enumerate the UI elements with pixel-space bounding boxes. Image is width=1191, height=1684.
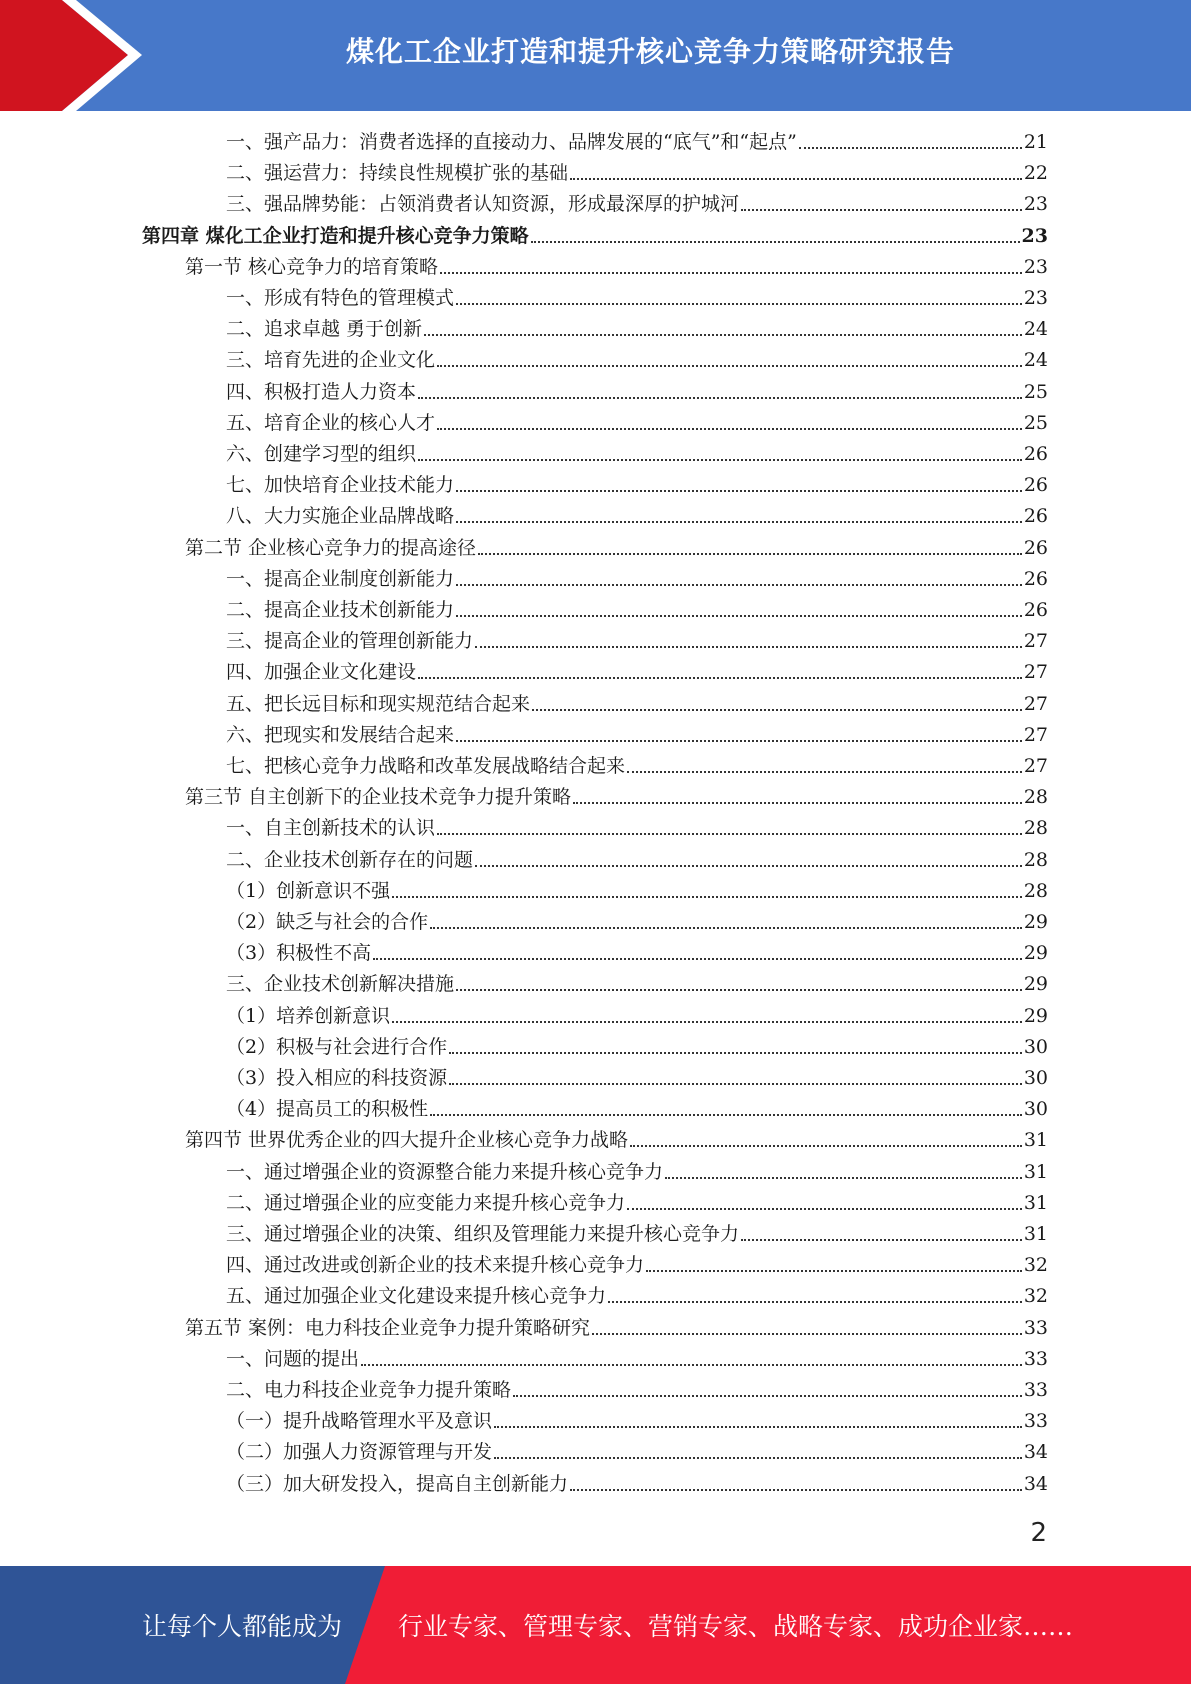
toc-entry-title: （二）加强人力资源管理与开发 [226, 1441, 493, 1464]
toc-entry-page: 28 [1023, 879, 1048, 902]
toc-entry-page: 25 [1023, 380, 1048, 403]
toc-entry-page: 33 [1023, 1379, 1048, 1401]
toc-entry-page: 24 [1023, 318, 1048, 341]
toc-entry[interactable] [226, 938, 1048, 969]
toc-entry[interactable] [226, 377, 1048, 408]
toc-leader-dots [646, 1270, 1022, 1272]
toc-entry-title: 三、通过增强企业的决策、组织及管理能力来提升核心竞争力 [226, 1223, 740, 1245]
toc-leader-dots [418, 677, 1022, 679]
toc-entry[interactable] [226, 1250, 1048, 1281]
toc-leader-dots [630, 1145, 1022, 1147]
toc-entry-page: 34 [1023, 1472, 1048, 1495]
toc-entry-page: 27 [1023, 630, 1048, 653]
toc-entry-page: 26 [1023, 505, 1048, 528]
toc-entry-page: 23 [1023, 255, 1048, 278]
toc-entry[interactable] [226, 1281, 1048, 1312]
toc-entry-title: 二、电力科技企业竞争力提升策略 [226, 1379, 512, 1401]
toc-leader-dots [665, 1177, 1022, 1179]
header-chevron-decoration [0, 0, 150, 111]
toc-entry-title: 二、提高企业技术创新能力 [226, 599, 455, 621]
toc-entry-page: 26 [1023, 599, 1048, 621]
toc-leader-dots [430, 1114, 1022, 1116]
toc-entry-page: 31 [1023, 1160, 1048, 1183]
toc-leader-dots [424, 334, 1022, 336]
toc-entry-page: 23 [1023, 193, 1048, 216]
toc-entry[interactable] [226, 720, 1048, 751]
toc-leader-dots [418, 459, 1022, 461]
toc-leader-dots [392, 896, 1022, 898]
toc-entry[interactable] [226, 969, 1048, 1000]
toc-entry[interactable] [226, 158, 1048, 189]
toc-entry-title: 二、企业技术创新存在的问题 [226, 848, 474, 871]
toc-leader-dots [741, 1239, 1022, 1241]
toc-entry[interactable] [226, 1188, 1048, 1219]
toc-entry-page: 33 [1023, 1347, 1048, 1370]
toc-entry-page: 30 [1023, 1035, 1048, 1058]
toc-leader-dots [513, 1395, 1022, 1397]
toc-leader-dots [437, 833, 1022, 835]
toc-entry-title: 三、培育先进的企业文化 [226, 349, 436, 372]
toc-entry-page: 26 [1023, 474, 1048, 497]
toc-leader-dots [592, 1333, 1022, 1335]
toc-entry-title: 三、企业技术创新解决措施 [226, 973, 455, 996]
toc-entry-title: 第四节 世界优秀企业的四大提升企业核心竞争力战略 [185, 1129, 629, 1152]
toc-entry-title: 一、问题的提出 [226, 1347, 360, 1370]
toc-entry-title: 第三节 自主创新下的企业技术竞争力提升策略 [185, 786, 572, 809]
page-header [0, 0, 1191, 111]
toc-leader-dots [392, 1021, 1022, 1023]
toc-leader-dots [570, 178, 1022, 180]
toc-leader-dots [573, 802, 1022, 804]
toc-entry-title: 二、追求卓越 勇于创新 [226, 318, 423, 341]
toc-entry[interactable] [226, 1219, 1048, 1250]
footer-slogan-right: 行业专家、管理专家、营销专家、战略专家、成功企业家…… [398, 1612, 1074, 1641]
toc-entry-title: 五、把长远目标和现实规范结合起来 [226, 692, 531, 715]
toc-leader-dots [532, 709, 1022, 711]
toc-entry[interactable] [226, 1063, 1048, 1094]
toc-entry-title: （1）创新意识不强 [226, 879, 391, 902]
toc-entry[interactable] [226, 1375, 1048, 1406]
toc-leader-dots [570, 1489, 1022, 1491]
toc-entry-title: 四、通过改进或创新企业的技术来提升核心竞争力 [226, 1254, 645, 1277]
toc-entry-title: 第一节 核心竞争力的培育策略 [185, 255, 439, 278]
toc-entry[interactable] [226, 1094, 1048, 1125]
toc-leader-dots [475, 865, 1022, 867]
toc-entry[interactable] [226, 314, 1048, 345]
toc-leader-dots [373, 958, 1022, 960]
toc-entry[interactable] [226, 1469, 1048, 1500]
toc-entry-page: 23 [1023, 287, 1048, 309]
toc-leader-dots [494, 1426, 1022, 1428]
toc-entry-title: （3）投入相应的科技资源 [226, 1067, 448, 1089]
toc-entry-page: 27 [1023, 723, 1048, 746]
toc-entry-title: 一、强产品力：消费者选择的直接动力、品牌发展的“底气”和“起点” [226, 131, 797, 153]
toc-leader-dots [627, 771, 1022, 773]
toc-entry-page: 34 [1023, 1441, 1048, 1464]
toc-entry-page: 24 [1023, 349, 1048, 372]
toc-entry-title: 第二节 企业核心竞争力的提高途径 [185, 536, 477, 559]
toc-entry-title: （三）加大研发投入，提高自主创新能力 [226, 1472, 569, 1495]
toc-entry-page: 28 [1023, 786, 1048, 809]
toc-entry[interactable] [226, 439, 1048, 470]
toc-entry-page: 26 [1023, 536, 1048, 559]
toc-entry-page: 29 [1023, 911, 1048, 933]
toc-leader-dots [456, 740, 1022, 742]
toc-entry-title: （2）积极与社会进行合作 [226, 1035, 448, 1058]
toc-leader-dots [418, 397, 1022, 399]
toc-entry[interactable] [226, 876, 1048, 907]
toc-entry-title: 六、把现实和发展结合起来 [226, 723, 455, 746]
toc-leader-dots [456, 615, 1022, 617]
toc-entry[interactable] [226, 751, 1048, 782]
toc-leader-dots [456, 490, 1022, 492]
toc-entry[interactable] [226, 470, 1048, 501]
toc-entry[interactable] [226, 689, 1048, 720]
toc-entry[interactable] [226, 564, 1048, 595]
toc-entry-title: 第五节 案例：电力科技企业竞争力提升策略研究 [185, 1316, 591, 1339]
toc-entry-title: 五、通过加强企业文化建设来提升核心竞争力 [226, 1285, 607, 1308]
toc-entry-title: 一、提高企业制度创新能力 [226, 567, 455, 590]
toc-leader-dots [608, 1301, 1022, 1303]
toc-leader-dots [494, 1457, 1022, 1459]
toc-entry-page: 27 [1023, 755, 1048, 777]
toc-leader-dots [531, 241, 1020, 243]
toc-entry[interactable] [226, 626, 1048, 657]
toc-entry-page: 21 [1023, 131, 1048, 153]
toc-entry[interactable] [226, 345, 1048, 376]
toc-entry-title: 一、形成有特色的管理模式 [226, 287, 455, 309]
toc-leader-dots [456, 584, 1022, 586]
toc-entry[interactable] [226, 845, 1048, 876]
toc-leader-dots [449, 1052, 1022, 1054]
toc-leader-dots [475, 646, 1022, 648]
toc-entry[interactable] [226, 1437, 1048, 1468]
toc-entry-title: 六、创建学习型的组织 [226, 443, 417, 465]
toc-entry[interactable] [226, 127, 1048, 158]
toc-section-entry[interactable] [185, 533, 1048, 564]
page-number: 2 [1030, 1518, 1047, 1548]
toc-entry-title: （一）提升战略管理水平及意识 [226, 1410, 493, 1433]
toc-entry[interactable] [226, 595, 1048, 626]
toc-entry-page: 27 [1023, 661, 1048, 684]
toc-entry[interactable] [226, 813, 1048, 844]
toc-entry-page: 33 [1023, 1316, 1048, 1339]
toc-leader-dots [430, 927, 1022, 929]
toc-leader-dots [627, 1208, 1022, 1210]
toc-entry-title: 四、加强企业文化建设 [226, 661, 417, 684]
toc-entry-page: 22 [1023, 162, 1048, 185]
toc-leader-dots [456, 521, 1022, 523]
toc-entry[interactable] [226, 408, 1048, 439]
report-title: 煤化工企业打造和提升核心竞争力策略研究报告 [345, 35, 955, 68]
toc-entry-title: 三、提高企业的管理创新能力 [226, 630, 474, 653]
toc-entry[interactable] [226, 501, 1048, 532]
toc-leader-dots [478, 553, 1022, 555]
toc-entry-page: 32 [1023, 1254, 1048, 1277]
toc-entry-title: （2）缺乏与社会的合作 [226, 911, 429, 933]
toc-leader-dots [440, 272, 1022, 274]
toc-entry-title: 一、通过增强企业的资源整合能力来提升核心竞争力 [226, 1160, 664, 1183]
toc-entry-title: （3）积极性不高 [226, 942, 372, 965]
toc-section-entry[interactable] [185, 252, 1048, 283]
toc-entry-title: 五、培育企业的核心人才 [226, 411, 436, 434]
toc-entry-page: 31 [1023, 1129, 1048, 1152]
toc-section-entry[interactable] [185, 1125, 1048, 1156]
toc-entry-title: 第四章 煤化工企业打造和提升核心竞争力策略 [142, 224, 529, 247]
toc-entry[interactable] [226, 907, 1048, 938]
toc-entry[interactable] [226, 657, 1048, 688]
toc-entry-page: 32 [1023, 1285, 1048, 1308]
toc-entry-title: 四、积极打造人力资本 [226, 380, 417, 403]
toc-leader-dots [456, 989, 1022, 991]
toc-chapter-entry[interactable] [142, 221, 1048, 252]
toc-entry-page: 28 [1023, 817, 1048, 840]
toc-entry-title: （1）培养创新意识 [226, 1004, 391, 1027]
toc-entry-page: 31 [1023, 1223, 1048, 1245]
toc-section-entry[interactable] [185, 1313, 1048, 1344]
toc-entry-title: 八、大力实施企业品牌战略 [226, 505, 455, 528]
toc-entry[interactable] [226, 1406, 1048, 1437]
toc-entry-page: 29 [1023, 1004, 1048, 1027]
toc-entry-title: 七、把核心竞争力战略和改革发展战略结合起来 [226, 755, 626, 777]
toc-entry-title: 一、自主创新技术的认识 [226, 817, 436, 840]
toc-entry-page: 27 [1023, 692, 1048, 715]
toc-leader-dots [449, 1083, 1022, 1085]
toc-entry-page: 29 [1023, 942, 1048, 965]
toc-leader-dots [437, 365, 1022, 367]
toc-entry[interactable] [226, 1344, 1048, 1375]
toc-entry[interactable] [226, 1157, 1048, 1188]
toc-entry-title: （4）提高员工的积极性 [226, 1098, 429, 1121]
toc-leader-dots [799, 147, 1022, 149]
toc-entry-title: 三、强品牌势能：占领消费者认知资源，形成最深厚的护城河 [226, 193, 740, 216]
toc-leader-dots [437, 428, 1022, 430]
toc-entry[interactable] [226, 1032, 1048, 1063]
toc-entry-page: 26 [1023, 443, 1048, 465]
toc-entry-page: 30 [1023, 1067, 1048, 1089]
toc-entry-page: 33 [1023, 1410, 1048, 1433]
toc-entry-page: 31 [1023, 1191, 1048, 1214]
toc-entry-page: 26 [1023, 567, 1048, 590]
toc-entry-page: 25 [1023, 411, 1048, 434]
toc-entry[interactable] [226, 283, 1048, 314]
toc-entry-page: 23 [1021, 224, 1048, 247]
toc-entry-title: 二、强运营力：持续良性规模扩张的基础 [226, 162, 569, 185]
toc-section-entry[interactable] [185, 782, 1048, 813]
toc-entry[interactable] [226, 189, 1048, 220]
toc-leader-dots [361, 1364, 1022, 1366]
toc-entry-title: 二、通过增强企业的应变能力来提升核心竞争力 [226, 1191, 626, 1214]
toc-entry-page: 29 [1023, 973, 1048, 996]
toc-leader-dots [741, 209, 1022, 211]
toc-entry-page: 28 [1023, 848, 1048, 871]
footer-slogan-left: 让每个人都能成为 [142, 1612, 343, 1641]
page-footer [0, 1566, 1191, 1684]
toc-entry-page: 30 [1023, 1098, 1048, 1121]
toc-entry-title: 七、加快培育企业技术能力 [226, 474, 455, 497]
toc-entry[interactable] [226, 1001, 1048, 1032]
toc-leader-dots [456, 303, 1022, 305]
